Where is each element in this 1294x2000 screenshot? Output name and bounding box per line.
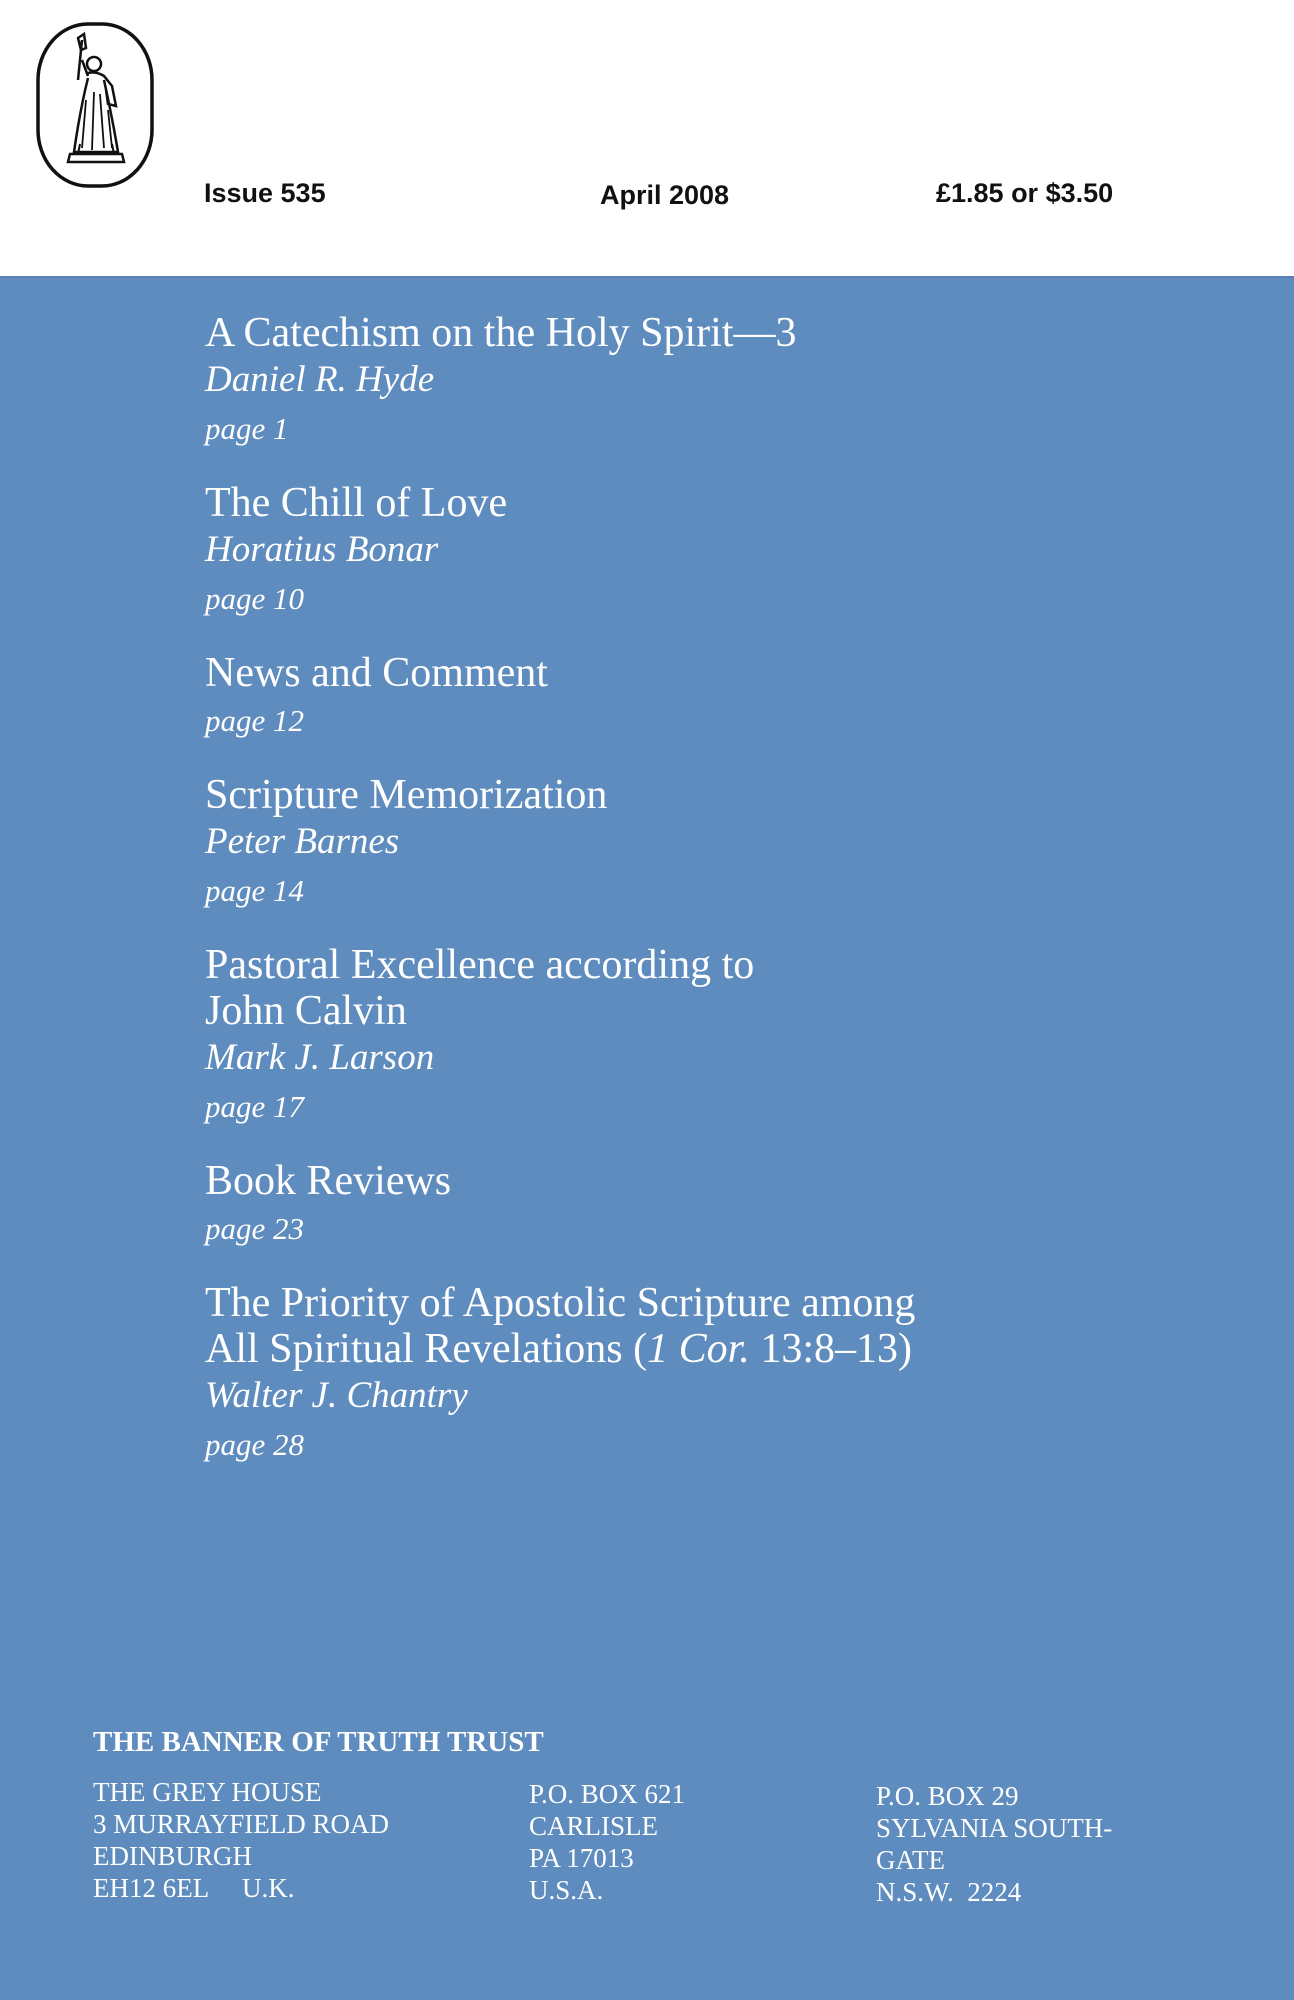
address-line: 3 MURRAYFIELD ROAD <box>93 1809 390 1839</box>
article-page: page 12 <box>205 703 305 738</box>
article-page: page 28 <box>205 1427 305 1462</box>
publisher-name: THE BANNER OF TRUTH TRUST <box>93 1726 544 1758</box>
contents-entry <box>205 772 1205 916</box>
address-line: P.O. BOX 29 <box>876 1781 1019 1811</box>
address-uk <box>93 1776 389 1904</box>
address-line: N.S.W. 2224 <box>876 1877 1022 1907</box>
scripture-reference: 1 Cor. <box>647 1326 750 1372</box>
article-author: Peter Barnes <box>205 821 400 862</box>
publisher-footer <box>93 1722 1243 1916</box>
issue-date: April 2008 <box>600 180 730 210</box>
address-line: EH12 6EL U.K. <box>93 1873 295 1903</box>
article-author: Daniel R. Hyde <box>205 359 435 400</box>
header <box>0 0 1294 278</box>
address-line: EDINBURGH <box>93 1841 252 1871</box>
contents-entry <box>205 650 1205 746</box>
article-page: page 1 <box>205 411 289 446</box>
issue-price: £1.85 or $3.50 <box>936 178 1114 208</box>
issue-number: Issue 535 <box>204 178 326 208</box>
article-title: Scripture Memorization <box>205 772 608 818</box>
contents-entry <box>205 1158 1205 1254</box>
table-of-contents <box>205 310 1205 1496</box>
article-page: page 17 <box>205 1089 305 1124</box>
contents-entry <box>205 942 1205 1132</box>
address-australia <box>876 1780 1112 1908</box>
contents-entry <box>205 480 1205 624</box>
article-title-line2 <box>205 1326 1205 1372</box>
title-text: 13:8–13) <box>749 1326 912 1372</box>
banner-of-truth-logo-icon <box>34 20 156 190</box>
address-line: PA 17013 <box>529 1843 634 1873</box>
article-title: Book Reviews <box>205 1158 452 1204</box>
address-line: CARLISLE <box>529 1811 659 1841</box>
article-title-line1: Pastoral Excellence according to <box>205 942 755 988</box>
article-author: Mark J. Larson <box>205 1037 435 1078</box>
address-line: GATE <box>876 1845 945 1875</box>
address-line: U.S.A. <box>529 1875 604 1905</box>
article-page: page 14 <box>205 873 305 908</box>
title-text: All Spiritual Revelations ( <box>205 1326 648 1372</box>
address-columns <box>93 1776 1243 1916</box>
article-author: Horatius Bonar <box>205 529 439 570</box>
article-title: The Chill of Love <box>205 480 508 526</box>
article-title-line1: The Priority of Apostolic Scripture among <box>205 1280 916 1326</box>
address-line: THE GREY HOUSE <box>93 1777 322 1807</box>
contents-entry <box>205 310 1205 454</box>
address-line: SYLVANIA SOUTH- <box>876 1813 1113 1843</box>
article-title: A Catechism on the Holy Spirit—3 <box>205 310 797 356</box>
address-line: P.O. BOX 621 <box>529 1779 686 1809</box>
address-usa <box>529 1778 685 1906</box>
article-page: page 10 <box>205 581 305 616</box>
article-page: page 23 <box>205 1211 305 1246</box>
article-author: Walter J. Chantry <box>205 1375 468 1416</box>
contents-entry <box>205 1280 1205 1470</box>
article-title: News and Comment <box>205 650 548 696</box>
article-title-line2: John Calvin <box>205 988 407 1034</box>
